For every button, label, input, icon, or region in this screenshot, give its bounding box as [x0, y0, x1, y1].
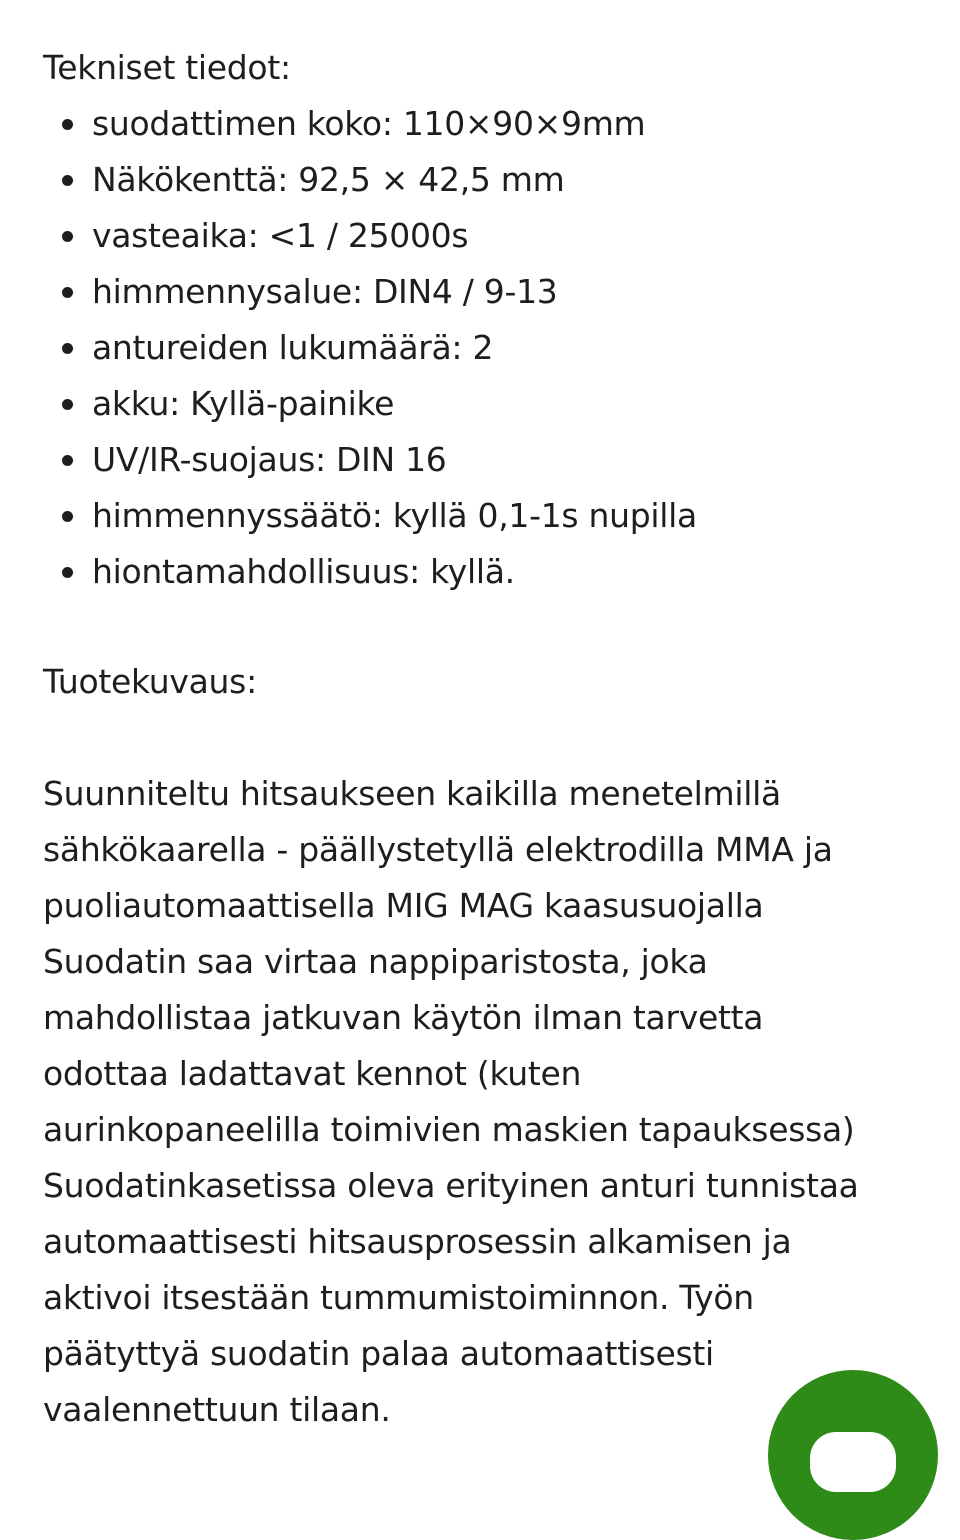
- specs-heading: Tekniset tiedot:: [43, 48, 291, 87]
- bullet-icon: [62, 399, 73, 410]
- product-details: [43, 40, 933, 1438]
- list-item: [43, 152, 933, 208]
- description-line: Suodatinkasetissa oleva erityinen anturi tunnistaa: [43, 1166, 859, 1205]
- description-line: puoliautomaattisella MIG MAG kaasusuojalla: [43, 886, 764, 925]
- description-line: mahdollistaa jatkuvan käytön ilman tarvetta: [43, 998, 764, 1037]
- description-line: automaattisesti hitsausprosessin alkamisen ja: [43, 1222, 792, 1261]
- spec-text: vasteaika: <1 / 25000s: [92, 216, 469, 255]
- description-line: Suodatin saa virtaa nappiparistosta, joka: [43, 942, 708, 981]
- bullet-icon: [62, 343, 73, 354]
- spec-text: akku: Kyllä-painike: [92, 384, 395, 423]
- description-line: odottaa ladattavat kennot (kuten: [43, 1054, 582, 1093]
- description-line: päätyttyä suodatin palaa automaattisesti: [43, 1334, 714, 1373]
- bullet-icon: [62, 231, 73, 242]
- spec-text: himmennyssäätö: kyllä 0,1-1s nupilla: [92, 496, 697, 535]
- description-text: [43, 766, 933, 1438]
- spec-text: suodattimen koko: 110×90×9mm: [92, 104, 646, 143]
- description-line: Suunniteltu hitsaukseen kaikilla menetelmillä: [43, 774, 781, 813]
- spec-text: hiontamahdollisuus: kyllä.: [92, 552, 515, 591]
- description-line: vaalennettuun tilaan.: [43, 1390, 391, 1429]
- spec-text: UV/IR-suojaus: DIN 16: [92, 440, 447, 479]
- list-item: [43, 432, 933, 488]
- bullet-icon: [62, 175, 73, 186]
- bullet-icon: [62, 119, 73, 130]
- list-item: [43, 544, 933, 600]
- bullet-icon: [62, 455, 73, 466]
- list-item: [43, 208, 933, 264]
- list-item: [43, 264, 933, 320]
- bullet-icon: [62, 567, 73, 578]
- list-item: [43, 96, 933, 152]
- description-heading: Tuotekuvaus:: [43, 662, 257, 701]
- description-line: aktivoi itsestään tummumistoiminnon. Työn: [43, 1278, 754, 1317]
- description-line: sähkökaarella - päällystetyllä elektrodilla MMA ja: [43, 830, 833, 869]
- spec-text: himmennysalue: DIN4 / 9-13: [92, 272, 558, 311]
- specs-list: [43, 96, 933, 600]
- chat-icon: [810, 1432, 896, 1492]
- chat-button[interactable]: [768, 1370, 938, 1540]
- spec-text: antureiden lukumäärä: 2: [92, 328, 494, 367]
- list-item: [43, 320, 933, 376]
- description-line: aurinkopaneelilla toimivien maskien tapauksessa): [43, 1110, 855, 1149]
- spacer: [43, 710, 933, 766]
- spacer: [43, 600, 933, 654]
- bullet-icon: [62, 511, 73, 522]
- spec-text: Näkökenttä: 92,5 × 42,5 mm: [92, 160, 565, 199]
- bullet-icon: [62, 287, 73, 298]
- list-item: [43, 376, 933, 432]
- list-item: [43, 488, 933, 544]
